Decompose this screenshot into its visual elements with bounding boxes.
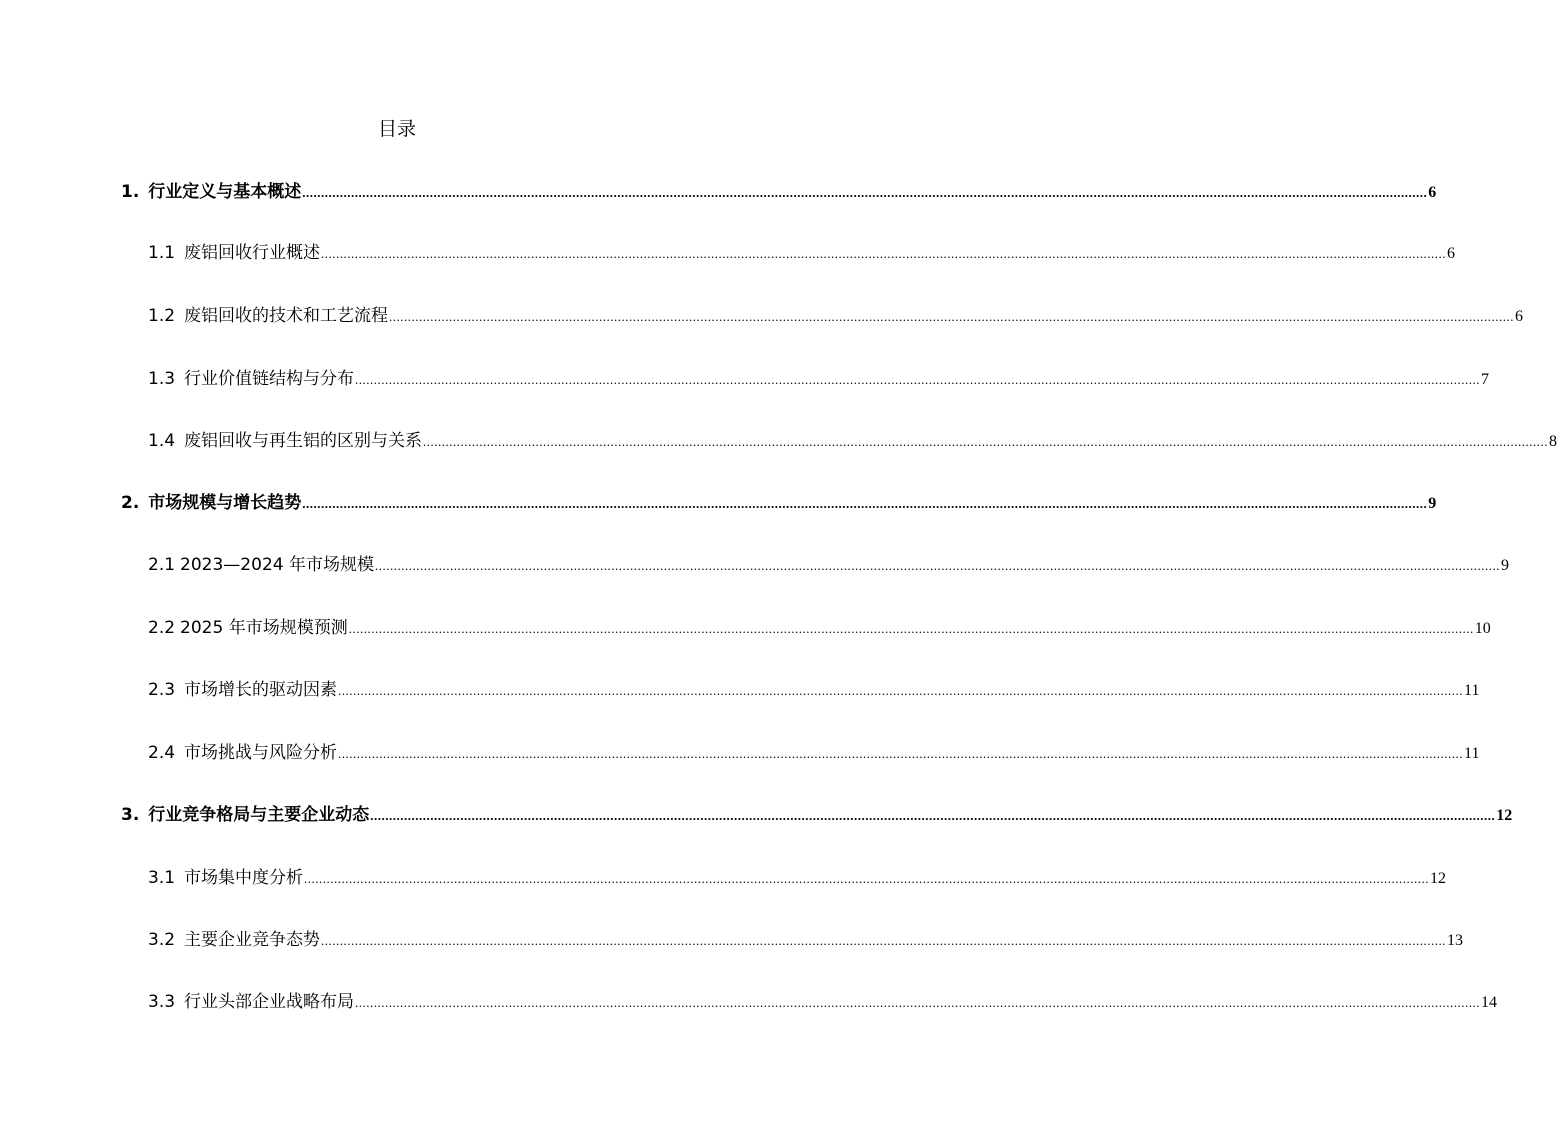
toc-entry-2-2[interactable] xyxy=(148,616,1491,640)
toc-entry-number: 1.4 xyxy=(148,431,176,451)
toc-entry-page: 14 xyxy=(1481,994,1498,1011)
toc-entry-number: 3.3 xyxy=(148,992,176,1012)
toc-entry-2-1[interactable] xyxy=(148,553,1509,577)
toc-entry-page: 9 xyxy=(1500,557,1509,574)
toc-entry-page: 7 xyxy=(1481,371,1490,388)
toc-entry-3-3[interactable] xyxy=(148,990,1498,1014)
toc-entry-1-2[interactable] xyxy=(148,304,1524,328)
toc-entry-text: 废铝回收行业概述 xyxy=(184,243,321,263)
dot-leader: ............................................................................................................................................................................................................................................................................................................ xyxy=(370,808,1496,823)
dot-leader: ............................................................................................................................................................................................................................................................................................................ xyxy=(302,185,1428,200)
toc-entry-number: 1. xyxy=(121,182,140,202)
toc-entry-text: 市场挑战与风险分析 xyxy=(184,743,338,763)
dot-leader: ............................................................................................................................................................................................................................................................................................................ xyxy=(355,372,1481,387)
toc-entry-text: 市场规模与增长趋势 xyxy=(148,493,302,513)
toc-entry-2-4[interactable] xyxy=(148,741,1480,765)
toc-entry-1-3[interactable] xyxy=(148,367,1490,391)
toc-entry-page: 8 xyxy=(1549,433,1557,450)
toc-entry-number: 1.3 xyxy=(148,369,176,389)
toc-entry-text: 行业定义与基本概述 xyxy=(148,182,302,202)
toc-entry-page: 13 xyxy=(1447,932,1464,949)
toc-entry-number: 1.2 xyxy=(148,306,176,326)
toc-entry-number: 2.2 xyxy=(148,618,176,638)
toc-entry-page: 6 xyxy=(1447,245,1456,262)
toc-entry-text: 2025 年市场规模预测 xyxy=(180,618,348,638)
toc-entry-page: 6 xyxy=(1515,308,1524,325)
dot-leader: ............................................................................................................................................................................................................................................................................................................ xyxy=(321,933,1447,948)
toc-entry-text: 市场集中度分析 xyxy=(184,868,304,888)
toc-entry-number: 1.1 xyxy=(148,243,176,263)
toc-entry-text: 市场增长的驱动因素 xyxy=(184,680,338,700)
toc-entry-number: 2.4 xyxy=(148,743,176,763)
toc-entry-page: 12 xyxy=(1496,807,1513,824)
toc-entry-page: 10 xyxy=(1474,620,1491,637)
toc-entry-text: 行业价值链结构与分布 xyxy=(184,369,355,389)
toc-entry-3[interactable] xyxy=(121,803,1513,827)
toc-entry-number: 3.1 xyxy=(148,868,176,888)
dot-leader: ............................................................................................................................................................................................................................................................................................................ xyxy=(355,995,1481,1010)
toc-entry-1-4[interactable] xyxy=(148,429,1557,453)
dot-leader: ............................................................................................................................................................................................................................................................................................................ xyxy=(423,434,1549,449)
toc-entry-page: 9 xyxy=(1428,495,1437,512)
toc-entry-page: 12 xyxy=(1430,870,1447,887)
toc-entry-text: 主要企业竞争态势 xyxy=(184,930,321,950)
dot-leader: ............................................................................................................................................................................................................................................................................................................ xyxy=(348,621,1474,636)
toc-entry-text: 行业头部企业战略布局 xyxy=(184,992,355,1012)
toc-entry-number: 3. xyxy=(121,805,140,825)
dot-leader: ............................................................................................................................................................................................................................................................................................................ xyxy=(304,871,1430,886)
toc-entry-1-1[interactable] xyxy=(148,241,1456,265)
dot-leader: ............................................................................................................................................................................................................................................................................................................ xyxy=(302,496,1428,511)
toc-entry-number: 2. xyxy=(121,493,140,513)
toc-entry-1[interactable] xyxy=(121,180,1437,204)
toc-entry-2[interactable] xyxy=(121,491,1437,515)
dot-leader: ............................................................................................................................................................................................................................................................................................................ xyxy=(374,558,1500,573)
toc-entry-text: 2023—2024 年市场规模 xyxy=(180,555,374,575)
toc-entry-number: 2.3 xyxy=(148,680,176,700)
toc-entry-number: 3.2 xyxy=(148,930,176,950)
toc-entry-text: 行业竞争格局与主要企业动态 xyxy=(148,805,370,825)
toc-entry-3-2[interactable] xyxy=(148,928,1464,952)
dot-leader: ............................................................................................................................................................................................................................................................................................................ xyxy=(338,746,1464,761)
toc-entry-page: 11 xyxy=(1464,682,1480,699)
toc-entry-2-3[interactable] xyxy=(148,678,1480,702)
toc-title: 目录 xyxy=(377,118,416,140)
toc-entry-3-1[interactable] xyxy=(148,866,1447,890)
toc-entry-page: 6 xyxy=(1428,184,1437,201)
toc-entry-number: 2.1 xyxy=(148,555,176,575)
toc-entry-text: 废铝回收与再生铝的区别与关系 xyxy=(184,431,423,451)
dot-leader: ............................................................................................................................................................................................................................................................................................................ xyxy=(321,246,1447,261)
toc-entry-text: 废铝回收的技术和工艺流程 xyxy=(184,306,389,326)
dot-leader: ............................................................................................................................................................................................................................................................................................................ xyxy=(338,683,1464,698)
toc-entry-page: 11 xyxy=(1464,745,1480,762)
dot-leader: ............................................................................................................................................................................................................................................................................................................ xyxy=(389,309,1515,324)
